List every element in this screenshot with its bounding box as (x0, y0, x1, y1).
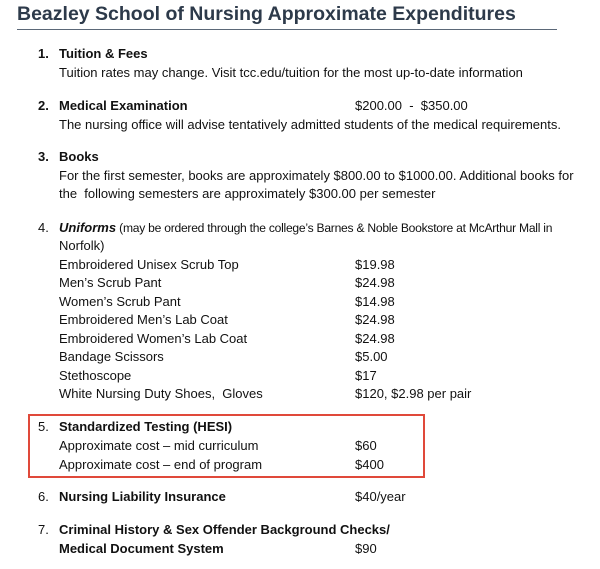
item-5-heading: Standardized Testing (HESI) (59, 419, 233, 434)
uniform-item-label: White Nursing Duty Shoes, Gloves (59, 386, 263, 401)
item-7-heading-line-1: Criminal History & Sex Offender Background Checks/ (59, 522, 390, 537)
uniform-item-price: $14.98 (355, 294, 395, 309)
uniform-item-price: $17 (355, 368, 377, 383)
uniform-item-price: $19.98 (355, 257, 395, 272)
item-1-number: 1. (38, 46, 49, 61)
item-1-description: Tuition rates may change. Visit tcc.edu/tuition for the most up-to-date information (59, 65, 523, 80)
item-3-number: 3. (38, 149, 49, 164)
item-2-heading: Medical Examination (59, 98, 188, 113)
uniform-item-label: Men’s Scrub Pant (59, 275, 162, 290)
uniform-item-price: $120, $2.98 per pair (355, 386, 472, 401)
page-title: Beazley School of Nursing Approximate Expenditures (17, 3, 516, 25)
item-7-cost: $90 (355, 541, 377, 556)
uniform-item-label: Bandage Scissors (59, 349, 164, 364)
item-2-description: The nursing office will advise tentatively admitted students of the medical requirements. (59, 117, 561, 132)
item-7-heading-line-2: Medical Document System (59, 541, 224, 556)
item-4-number: 4. (38, 220, 49, 235)
item-5-number: 5. (38, 419, 49, 434)
item-6-number: 6. (38, 489, 49, 504)
testing-cost-label: Approximate cost – mid curriculum (59, 438, 259, 453)
item-7-number: 7. (38, 522, 49, 537)
uniform-item-price: $5.00 (355, 349, 388, 364)
item-1-heading: Tuition & Fees (59, 46, 148, 61)
item-4-note: (may be ordered through the college’s Barnes & Noble Bookstore at McArthur Mall in (116, 221, 553, 235)
item-4-heading: Uniforms (59, 220, 117, 235)
uniform-item-label: Women’s Scrub Pant (59, 294, 181, 309)
uniform-item-label: Embroidered Men’s Lab Coat (59, 312, 228, 327)
item-6-heading: Nursing Liability Insurance (59, 489, 226, 504)
item-2-number: 2. (38, 98, 49, 113)
testing-cost-label: Approximate cost – end of program (59, 457, 263, 472)
title-divider (17, 29, 557, 30)
testing-cost-value: $60 (355, 438, 377, 453)
item-4-heading-line (59, 220, 552, 236)
uniform-item-price: $24.98 (355, 275, 395, 290)
uniform-item-label: Embroidered Women’s Lab Coat (59, 331, 248, 346)
testing-cost-value: $400 (355, 457, 384, 472)
item-2-cost: $200.00 - $350.00 (355, 98, 468, 113)
item-3-description-line-2: the following semesters are approximately $300.00 per semester (59, 186, 436, 201)
item-3-description-line-1: For the first semester, books are approximately $800.00 to $1000.00. Additional books for (59, 168, 574, 183)
uniform-item-price: $24.98 (355, 312, 395, 327)
item-6-cost: $40/year (355, 489, 406, 504)
uniform-item-label: Stethoscope (59, 368, 132, 383)
item-3-heading: Books (59, 149, 99, 164)
item-4-note-continued: Norfolk) (59, 238, 105, 253)
uniform-item-label: Embroidered Unisex Scrub Top (59, 257, 239, 272)
uniform-item-price: $24.98 (355, 331, 395, 346)
